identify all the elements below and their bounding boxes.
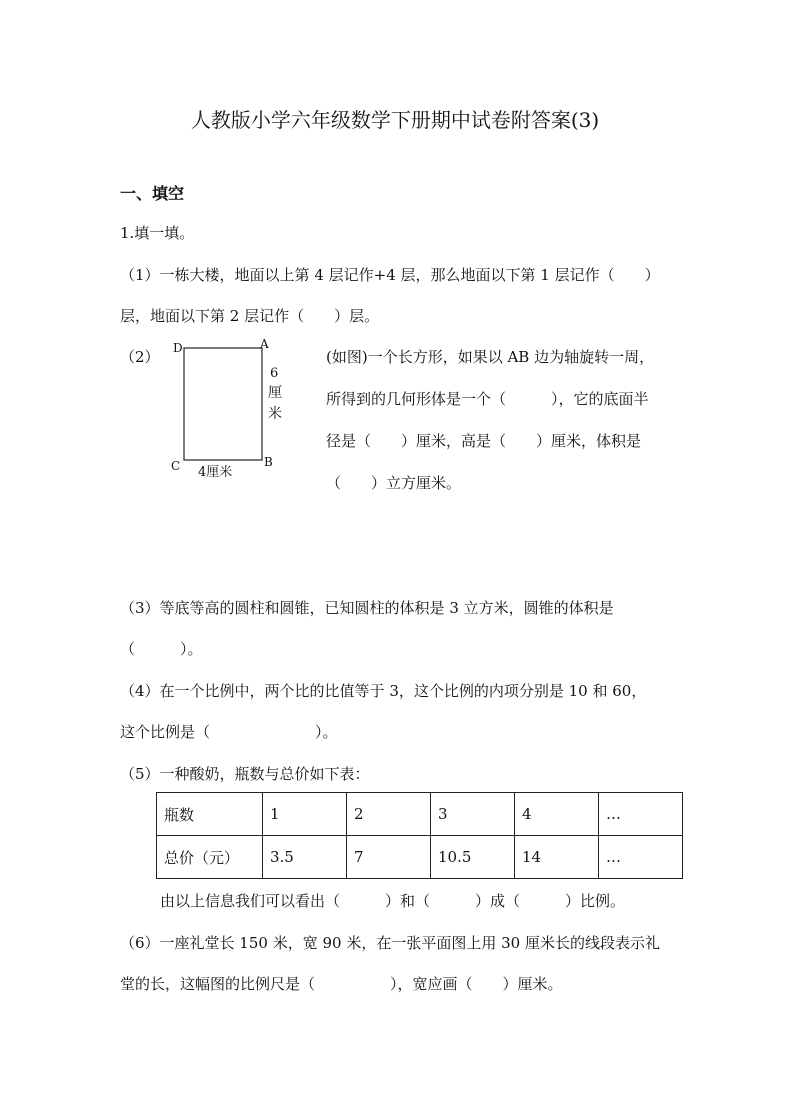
rectangle-figure	[160, 332, 310, 482]
q1-part2-line4: （ ）立方厘米。	[326, 474, 462, 492]
table-cell: 总价（元）	[157, 836, 263, 879]
table-row-bottles	[157, 793, 683, 836]
q1-part2-line3: 径是（ ）厘米，高是（ ）厘米，体积是	[326, 432, 642, 450]
figure-label-a: A	[260, 337, 269, 351]
figure-side-li: 厘	[268, 385, 282, 401]
table-cell: 10.5	[431, 836, 515, 879]
table-cell: 2	[347, 793, 431, 836]
table-cell: 瓶数	[157, 793, 263, 836]
q1-part2-number: （2）	[120, 348, 160, 366]
table-cell: 1	[263, 793, 347, 836]
figure-bottom-length: 4厘米	[198, 465, 233, 480]
q1-part1-line2: 层，地面以下第 2 层记作（ ）层。	[120, 307, 380, 325]
figure-label-d: D	[173, 341, 183, 355]
table-cell: 4	[515, 793, 599, 836]
q1-part1-line1: （1）一栋大楼，地面以上第 4 层记作+4 层，那么地面以下第 1 层记作（ ）	[120, 266, 660, 284]
figure-side-6: 6	[270, 366, 279, 381]
table-cell: …	[599, 836, 683, 879]
q1-part5-line2: 由以上信息我们可以看出（ ）和（ ）成（ ）比例。	[160, 892, 626, 910]
q1-part4-line1: （4）在一个比例中，两个比的比值等于 3，这个比例的内项分别是 10 和 60，	[120, 682, 647, 700]
section-heading-fill-blank: 一、填空	[120, 184, 185, 203]
table-cell: 3.5	[263, 836, 347, 879]
q1-part6-line1: （6）一座礼堂长 150 米，宽 90 米，在一张平面图上用 30 厘米长的线段表示礼	[120, 934, 660, 952]
figure-label-b: B	[264, 455, 273, 469]
q1-part3-line1: （3）等底等高的圆柱和圆锥，已知圆柱的体积是 3 立方米，圆锥的体积是	[120, 599, 614, 617]
figure-label-c: C	[171, 459, 181, 473]
table-cell: 14	[515, 836, 599, 879]
question-1-label: 1.填一填。	[120, 224, 195, 242]
q1-part6-line2: 堂的长，这幅图的比例尺是（ ），宽应画（ ）厘米。	[120, 975, 563, 993]
table-row-total-price	[157, 836, 683, 879]
table-cell: …	[599, 793, 683, 836]
table-cell: 7	[347, 836, 431, 879]
figure-side-mi: 米	[268, 406, 282, 422]
page-title: 人教版小学六年级数学下册期中试卷附答案(3)	[190, 108, 600, 132]
q1-part3-line2: （ ）。	[120, 640, 203, 658]
q1-part4-line2: 这个比例是（ ）。	[120, 723, 338, 741]
price-table	[156, 792, 683, 879]
q1-part5-line1: （5）一种酸奶，瓶数与总价如下表：	[120, 765, 370, 783]
rectangle-shape	[184, 348, 262, 460]
q1-part2-line2: 所得到的几何形体是一个（ ），它的底面半	[326, 390, 649, 408]
table-cell: 3	[431, 793, 515, 836]
q1-part2-line1: (如图)一个长方形，如果以 AB 边为轴旋转一周，	[326, 348, 655, 366]
